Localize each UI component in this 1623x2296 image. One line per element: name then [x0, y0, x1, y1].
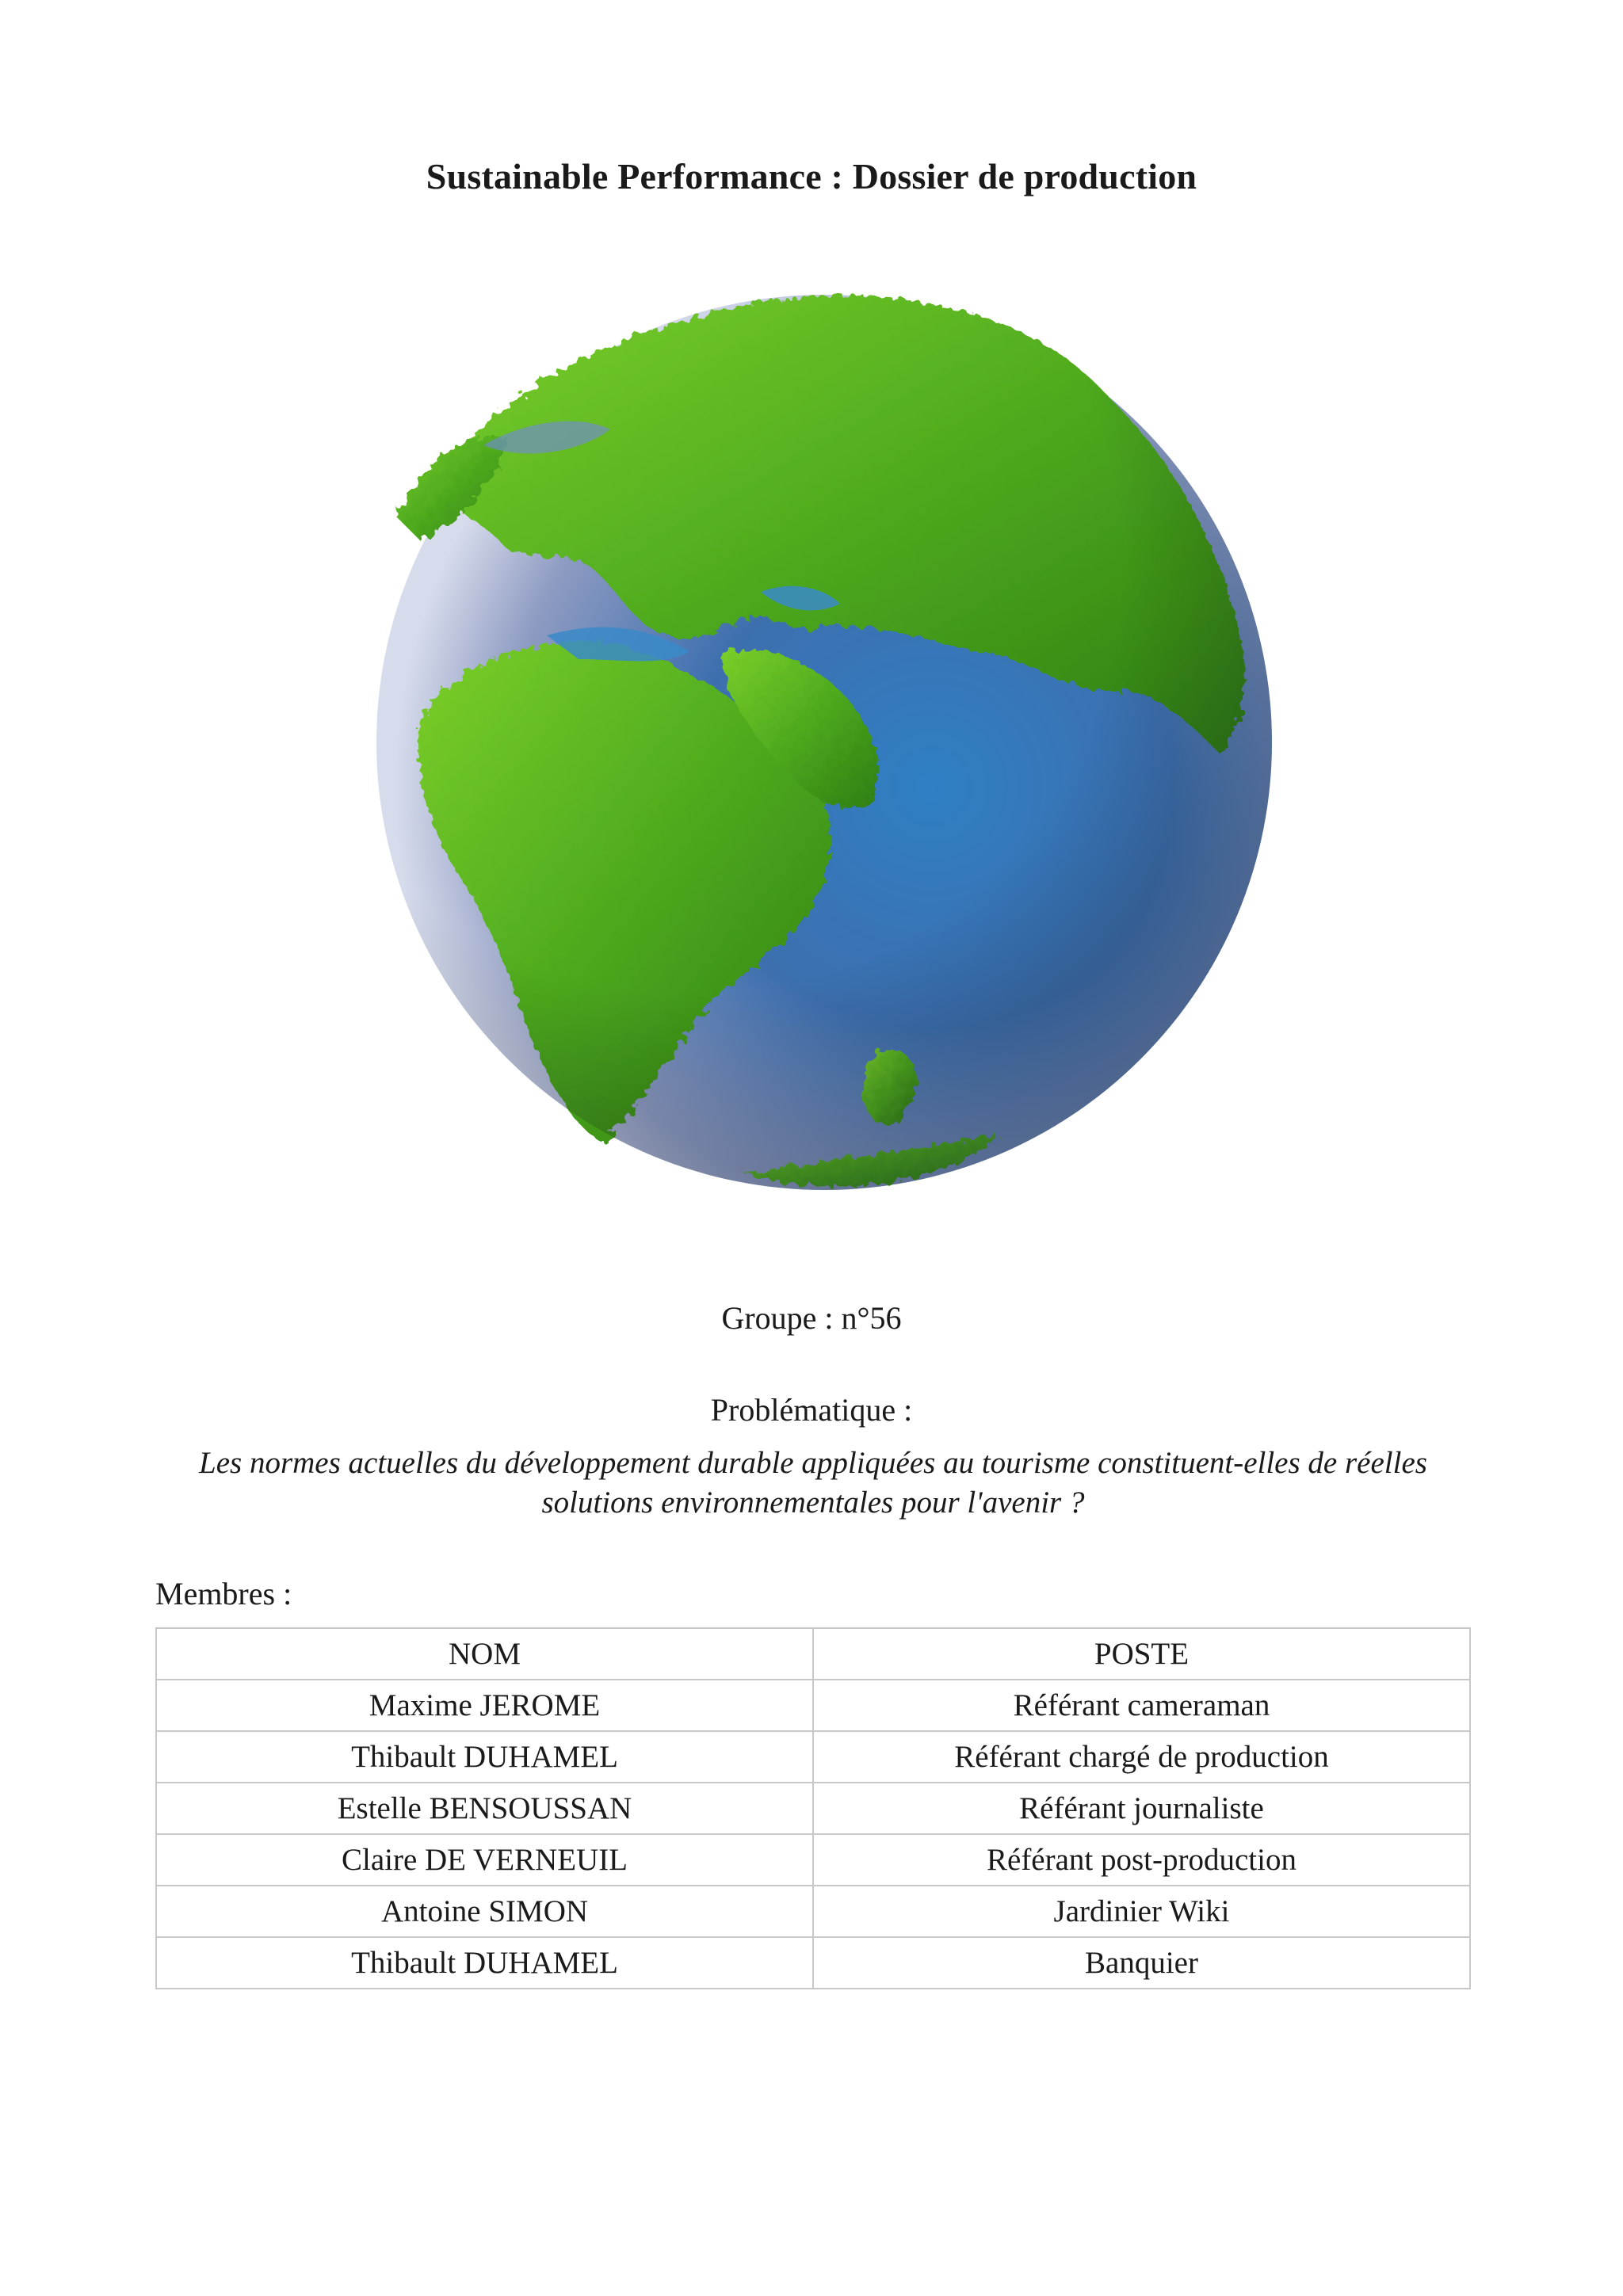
member-role: Référant chargé de production [813, 1731, 1470, 1783]
member-role: Banquier [813, 1937, 1470, 1989]
table-row [156, 1783, 1470, 1834]
member-name: Claire DE VERNEUIL [156, 1834, 813, 1886]
column-header-name: NOM [156, 1628, 813, 1680]
member-role: Référant cameraman [813, 1680, 1470, 1731]
document-title: Sustainable Performance : Dossier de production [426, 156, 1197, 196]
problem-label: Problématique : [710, 1392, 913, 1428]
members-table [155, 1627, 1471, 1989]
globe-image [349, 279, 1308, 1198]
members-label: Membres : [155, 1576, 292, 1611]
member-name: Antoine SIMON [156, 1886, 813, 1937]
table-row [156, 1937, 1470, 1989]
problem-statement: Les normes actuelles du développement durable appliquées au tourisme constituent-elles de réelles solutions environnementales pour l'avenir ? [199, 1446, 1427, 1520]
member-role: Référant journaliste [813, 1783, 1470, 1834]
table-row [156, 1834, 1470, 1886]
column-header-role: POSTE [813, 1628, 1470, 1680]
member-name: Estelle BENSOUSSAN [156, 1783, 813, 1834]
member-name: Thibault DUHAMEL [156, 1731, 813, 1783]
table-row [156, 1731, 1470, 1783]
member-role: Référant post-production [813, 1834, 1470, 1886]
table-row [156, 1886, 1470, 1937]
member-name: Maxime JEROME [156, 1680, 813, 1731]
group-number: Groupe : n°56 [721, 1300, 902, 1336]
table-header-row [156, 1628, 1470, 1680]
table-row [156, 1680, 1470, 1731]
member-role: Jardinier Wiki [813, 1886, 1470, 1937]
member-name: Thibault DUHAMEL [156, 1937, 813, 1989]
